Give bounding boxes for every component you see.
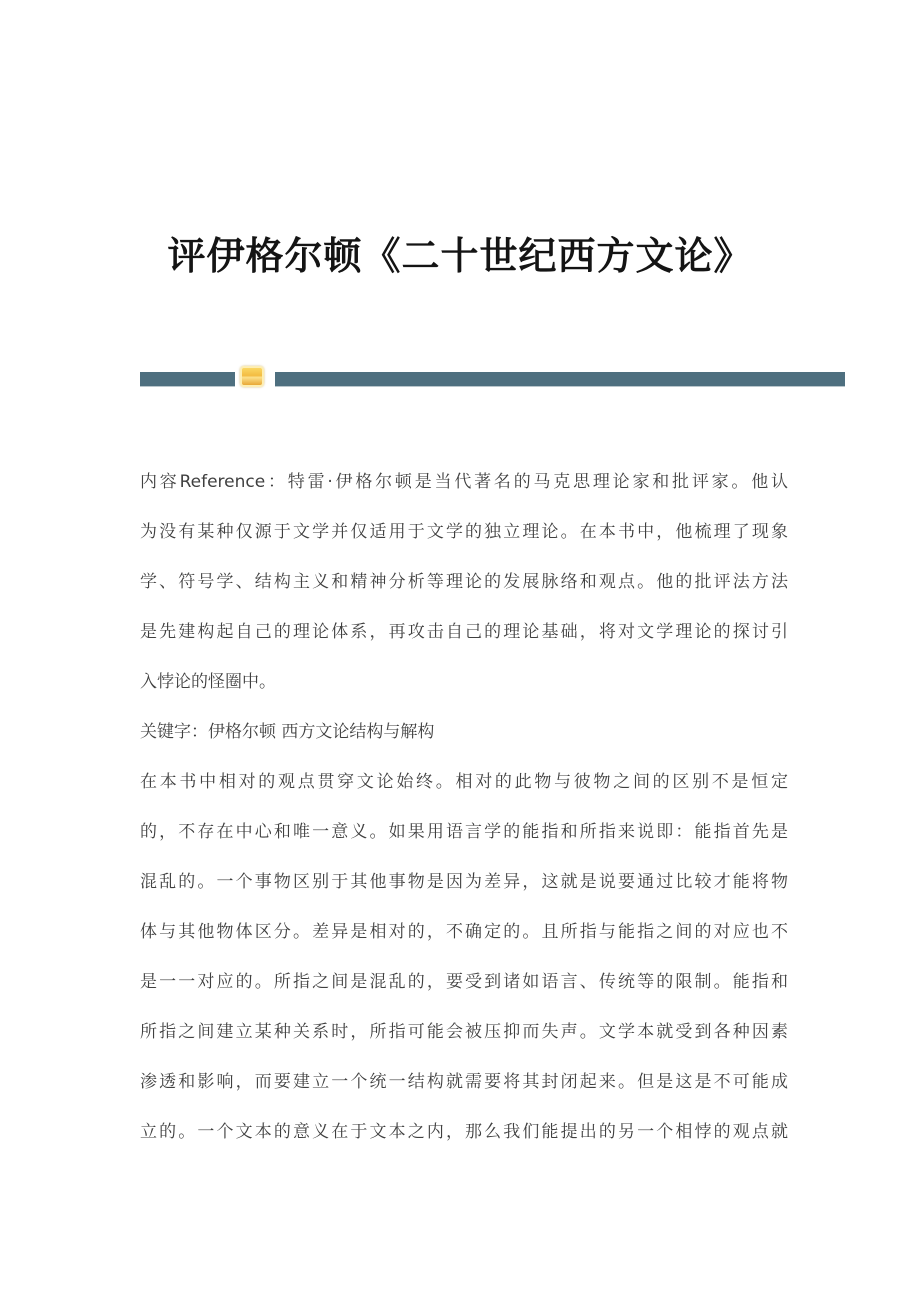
body-line: 渗透和影响，而要建立一个统一结构就需要将其封闭起来。但是这是不可能成 <box>140 1072 788 1092</box>
abstract-line: 入悖论的怪圈中。 <box>140 672 276 692</box>
body-line: 所指之间建立某种关系时，所指可能会被压抑而失声。文学本就受到各种因素 <box>140 1022 788 1042</box>
abstract-line: 为没有某种仅源于文学并仅适用于文学的独立理论。在本书中，他梳理了现象 <box>140 522 788 542</box>
gold-badge-icon <box>240 366 264 387</box>
body-line: 体与其他物体区分。差异是相对的，不确定的。且所指与能指之间的对应也不 <box>140 922 788 942</box>
keywords-line: 关键字：伊格尔顿 西方文论结构与解构 <box>140 722 435 742</box>
body-line: 在本书中相对的观点贯穿文论始终。相对的此物与彼物之间的区别不是恒定 <box>140 772 788 792</box>
keywords-paragraph <box>140 707 788 757</box>
abstract-line: 内容Reference：特雷·伊格尔顿是当代著名的马克思理论家和批评家。他认 <box>140 472 788 492</box>
abstract-line: 学、符号学、结构主义和精神分析等理论的发展脉络和观点。他的批评法方法 <box>140 572 788 592</box>
divider-bar-right <box>275 372 845 387</box>
body-line: 的，不存在中心和唯一意义。如果用语言学的能指和所指来说即：能指首先是 <box>140 822 788 842</box>
abstract-paragraph <box>140 457 788 707</box>
body-line: 是一一对应的。所指之间是混乱的，要受到诸如语言、传统等的限制。能指和 <box>140 972 788 992</box>
section-divider <box>140 371 845 388</box>
body-line: 立的。一个文本的意义在于文本之内，那么我们能提出的另一个相悖的观点就 <box>140 1122 788 1142</box>
divider-bar-left <box>140 372 235 387</box>
body-line: 混乱的。一个事物区别于其他事物是因为差异，这就是说要通过比较才能将物 <box>140 872 788 892</box>
body-paragraph <box>140 757 788 1157</box>
abstract-line: 是先建构起自己的理论体系，再攻击自己的理论基础，将对文学理论的探讨引 <box>140 622 788 642</box>
page-title: 评伊格尔顿《二十世纪西方文论》 <box>167 233 753 279</box>
